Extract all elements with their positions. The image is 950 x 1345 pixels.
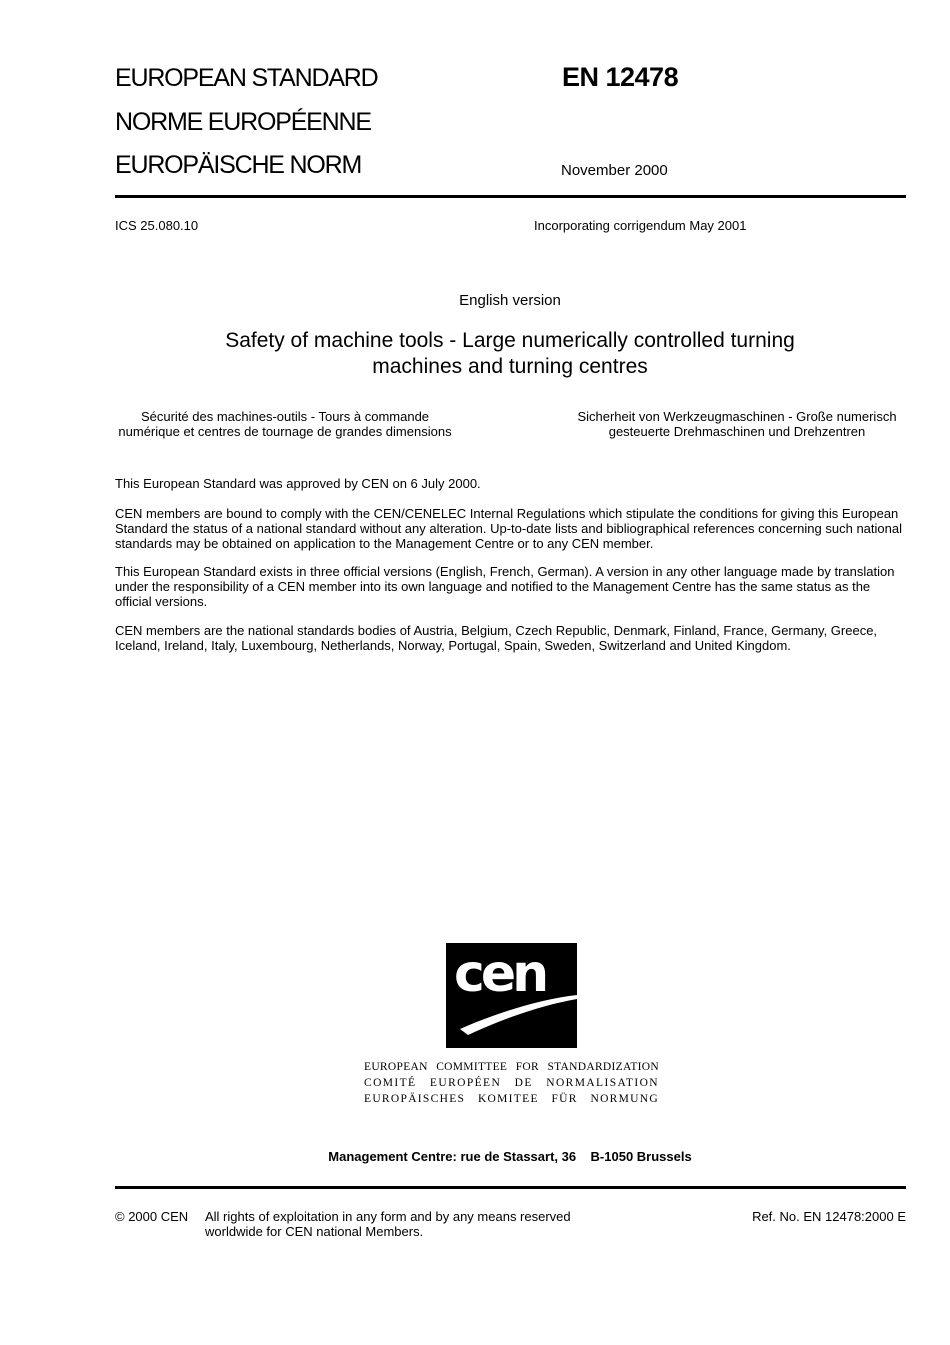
french-title: [105, 409, 465, 439]
rights-line1: All rights of exploitation in any form and by any means reserved: [205, 1209, 571, 1224]
approval-paragraph: This European Standard was approved by CEN on 6 July 2000.: [115, 476, 481, 491]
compliance-paragraph: CEN members are bound to comply with the CEN/CENELEC Internal Regulations which stipulate the conditions for giving this European Standard the status of a national standard without any alteration. Up-to-date lists and bibliographical references concerning such national standards may be obtained on application to the Management Centre or to any CEN member.: [115, 506, 902, 551]
german-title: [567, 409, 907, 439]
publication-date: November 2000: [561, 162, 668, 179]
copyright-notice: © 2000 CEN: [115, 1209, 189, 1224]
german-title-line1: Sicherheit von Werkzeugmaschinen - Große numerisch: [577, 409, 897, 424]
rights-line2: worldwide for CEN national Members.: [205, 1224, 424, 1239]
management-centre-address: Management Centre: rue de Stassart, 36 B-1050 Brussels: [328, 1149, 692, 1164]
committee-name-fr: COMITÉ EUROPÉEN DE NORMALISATION: [364, 1077, 659, 1089]
committee-name-en: EUROPEAN COMMITTEE FOR STANDARDIZATION: [364, 1061, 659, 1073]
french-title-line1: Sécurité des machines-outils - Tours à commande: [140, 409, 430, 424]
cen-logo-icon: [446, 943, 577, 1048]
document-title-line1: Safety of machine tools - Large numerically controlled turning: [225, 329, 795, 352]
rights-statement: [205, 1209, 625, 1239]
members-paragraph: CEN members are the national standards bodies of Austria, Belgium, Czech Republic, Denmark, Finland, France, Germany, Greece, Iceland, Ireland, Italy, Luxembourg, Netherlands, Norway, Portugal, Spain, Sweden, Switzerland and United Kingdom.: [115, 623, 878, 653]
committee-name-de: EUROPÄISCHES KOMITEE FÜR NORMUNG: [364, 1093, 659, 1105]
language-version: English version: [459, 292, 561, 309]
corrigendum-note: Incorporating corrigendum May 2001: [534, 218, 747, 233]
standard-title-fr: NORME EUROPÉENNE: [115, 108, 371, 136]
header-rule: [115, 195, 906, 198]
ics-code: ICS 25.080.10: [115, 218, 199, 233]
cen-logo-text: cen: [454, 944, 546, 1004]
standard-title-de: EUROPÄISCHE NORM: [115, 151, 362, 179]
standard-number: EN 12478: [562, 62, 679, 92]
german-title-line2: gesteuerte Drehmaschinen und Drehzentren: [608, 424, 866, 439]
document-title-line2: machines and turning centres: [372, 355, 648, 378]
footer-rule: [115, 1186, 906, 1189]
standard-title-en: EUROPEAN STANDARD: [115, 64, 378, 92]
versions-paragraph: This European Standard exists in three official versions (English, French, German). A version in any other language made by translation under the responsibility of a CEN member into its own language and notified to the Management Centre has the same status as the official versions.: [115, 564, 895, 609]
document-title: [160, 328, 860, 380]
reference-number: Ref. No. EN 12478:2000 E: [752, 1209, 906, 1224]
french-title-line2: numérique et centres de tournage de grandes dimensions: [118, 424, 452, 439]
